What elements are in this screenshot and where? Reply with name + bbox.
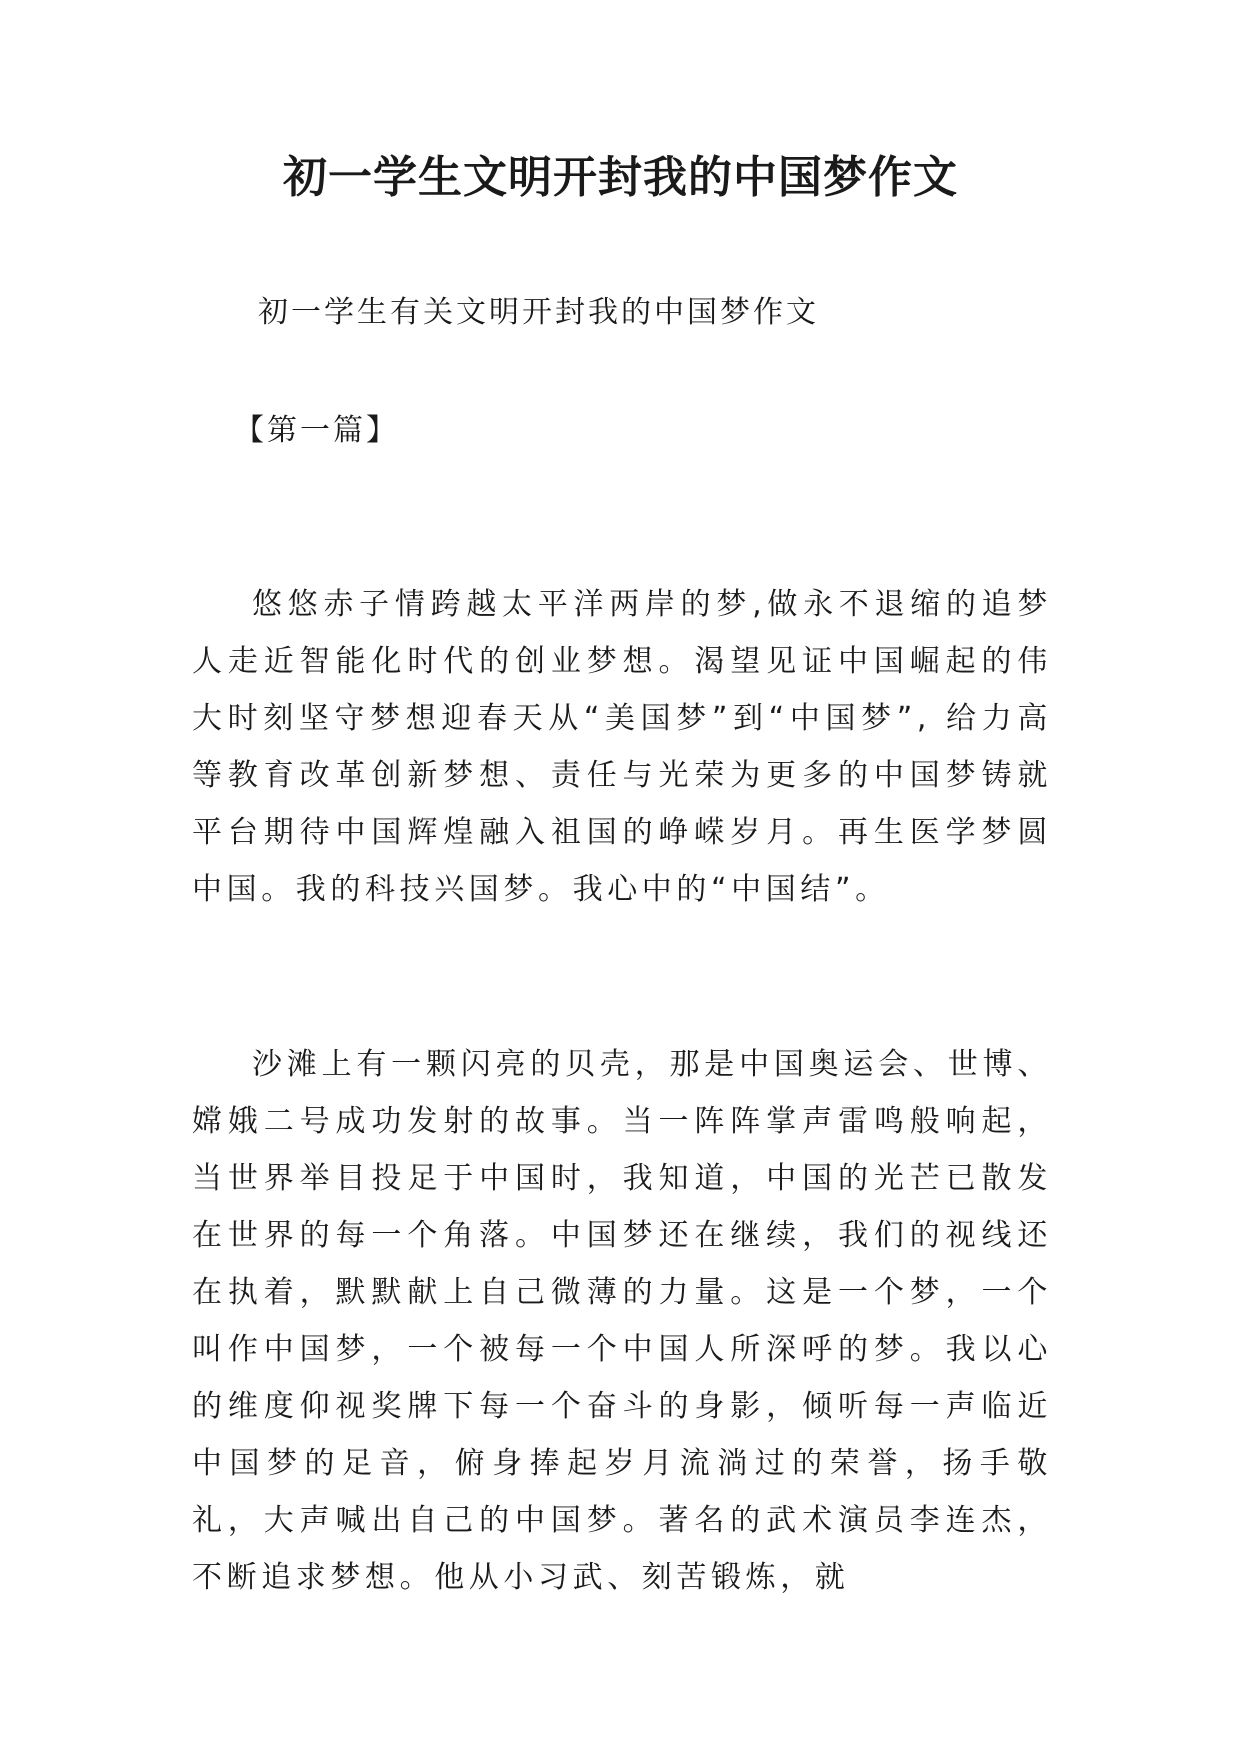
document-subtitle: 初一学生有关文明开封我的中国梦作文 [258, 295, 819, 330]
section-label: 【第一篇】 [234, 413, 399, 448]
document-title: 初一学生文明开封我的中国梦作文 [283, 152, 958, 203]
paragraph-2: 沙滩上有一颗闪亮的贝壳，那是中国奥运会、世博、嫦娥二号成功发射的故事。当一阵阵掌声雷鸣般响起，当世界举目投足于中国时，我知道，中国的光芒已散发在世界的每一个角落。中国梦还在继续，我们的视线还在执着，默默献上自己微薄的力量。这是一个梦，一个叫作中国梦，一个被每一个中国人所深呼的梦。我以心的维度仰视奖牌下每一个奋斗的身影，倾听每一声临近中国梦的足音，俯身捧起岁月流淌过的荣誉，扬手敬礼，大声喊出自己的中国梦。著名的武术演员李连杰，不断追求梦想。他从小习武、刻苦锻炼，就 [192, 1047, 1052, 1595]
paragraph-1: 悠悠赤子情跨越太平洋两岸的梦,做永不退缩的追梦人走近智能化时代的创业梦想。渴望见证中国崛起的伟大时刻坚守梦想迎春天从“美国梦”到“中国梦”, 给力高等教育改革创新梦想、责任与光荣为更多的中国梦铸就平台期待中国辉煌融入祖国的峥嵘岁月。再生医学梦圆中国。我的科技兴国梦。我心中的“中国结”。 [192, 587, 1052, 907]
